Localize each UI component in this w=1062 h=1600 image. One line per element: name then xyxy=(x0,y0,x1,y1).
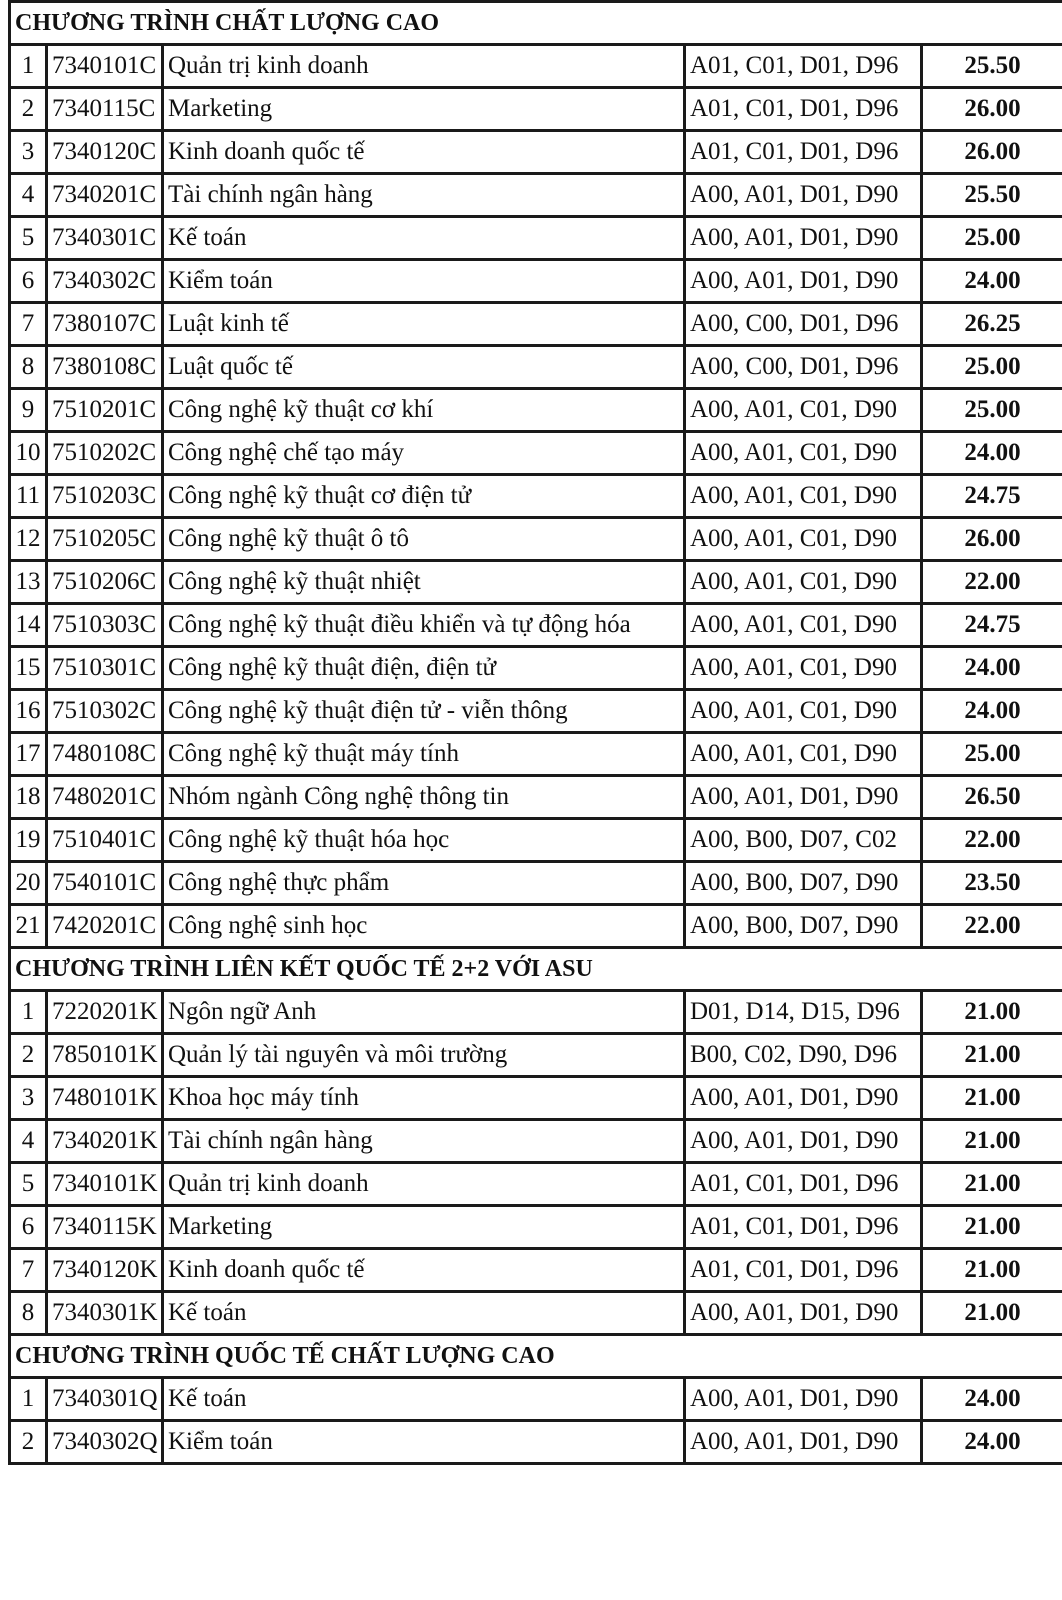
table-row xyxy=(10,303,1062,346)
major-code-cell: 7850101K xyxy=(47,1034,163,1077)
subject-combination-cell: A00, A01, D01, D90 xyxy=(685,776,922,819)
cutoff-score-cell: 24.00 xyxy=(922,690,1062,733)
major-code-cell: 7510206C xyxy=(47,561,163,604)
table-row xyxy=(10,604,1062,647)
major-name-cell: Quản lý tài nguyên và môi trường xyxy=(163,1034,685,1077)
table-row xyxy=(10,733,1062,776)
row-number-cell: 1 xyxy=(10,991,47,1034)
row-number-cell: 1 xyxy=(10,1378,47,1421)
table-row xyxy=(10,1120,1062,1163)
major-code-cell: 7340120K xyxy=(47,1249,163,1292)
major-code-cell: 7510301C xyxy=(47,647,163,690)
major-name-cell: Công nghệ kỹ thuật cơ điện tử xyxy=(163,475,685,518)
major-code-cell: 7340120C xyxy=(47,131,163,174)
major-name-cell: Công nghệ kỹ thuật máy tính xyxy=(163,733,685,776)
row-number-cell: 8 xyxy=(10,346,47,389)
cutoff-score-cell: 24.00 xyxy=(922,260,1062,303)
major-name-cell: Luật kinh tế xyxy=(163,303,685,346)
table-row xyxy=(10,346,1062,389)
row-number-cell: 6 xyxy=(10,260,47,303)
major-name-cell: Kế toán xyxy=(163,217,685,260)
major-name-cell: Công nghệ kỹ thuật hóa học xyxy=(163,819,685,862)
major-name-cell: Quản trị kinh doanh xyxy=(163,45,685,88)
major-code-cell: 7510203C xyxy=(47,475,163,518)
major-code-cell: 7540101C xyxy=(47,862,163,905)
major-name-cell: Công nghệ kỹ thuật ô tô xyxy=(163,518,685,561)
major-name-cell: Marketing xyxy=(163,1206,685,1249)
admission-score-sheet xyxy=(8,0,1062,1465)
major-code-cell: 7340302C xyxy=(47,260,163,303)
major-code-cell: 7340301Q xyxy=(47,1378,163,1421)
cutoff-score-cell: 24.00 xyxy=(922,647,1062,690)
major-name-cell: Kinh doanh quốc tế xyxy=(163,131,685,174)
major-code-cell: 7510303C xyxy=(47,604,163,647)
major-code-cell: 7510202C xyxy=(47,432,163,475)
subject-combination-cell: A00, A01, D01, D90 xyxy=(685,1421,922,1464)
section-title: CHƯƠNG TRÌNH QUỐC TẾ CHẤT LƯỢNG CAO xyxy=(10,1335,1062,1378)
cutoff-score-cell: 25.00 xyxy=(922,346,1062,389)
major-name-cell: Luật quốc tế xyxy=(163,346,685,389)
major-code-cell: 7380108C xyxy=(47,346,163,389)
major-name-cell: Ngôn ngữ Anh xyxy=(163,991,685,1034)
subject-combination-cell: A00, A01, D01, D90 xyxy=(685,1120,922,1163)
row-number-cell: 3 xyxy=(10,131,47,174)
cutoff-score-cell: 24.00 xyxy=(922,1421,1062,1464)
major-code-cell: 7510201C xyxy=(47,389,163,432)
subject-combination-cell: A00, C00, D01, D96 xyxy=(685,346,922,389)
cutoff-score-cell: 22.00 xyxy=(922,561,1062,604)
subject-combination-cell: A00, A01, D01, D90 xyxy=(685,1077,922,1120)
subject-combination-cell: A00, A01, D01, D90 xyxy=(685,1292,922,1335)
table-row xyxy=(10,174,1062,217)
table-row xyxy=(10,45,1062,88)
row-number-cell: 16 xyxy=(10,690,47,733)
row-number-cell: 6 xyxy=(10,1206,47,1249)
table-row xyxy=(10,1378,1062,1421)
subject-combination-cell: A01, C01, D01, D96 xyxy=(685,1249,922,1292)
subject-combination-cell: A00, A01, C01, D90 xyxy=(685,647,922,690)
table-row xyxy=(10,819,1062,862)
major-code-cell: 7340201C xyxy=(47,174,163,217)
subject-combination-cell: D01, D14, D15, D96 xyxy=(685,991,922,1034)
admission-score-table xyxy=(8,0,1062,1465)
subject-combination-cell: A00, B00, D07, D90 xyxy=(685,862,922,905)
major-code-cell: 7340115C xyxy=(47,88,163,131)
subject-combination-cell: A01, C01, D01, D96 xyxy=(685,1206,922,1249)
major-code-cell: 7510205C xyxy=(47,518,163,561)
row-number-cell: 18 xyxy=(10,776,47,819)
row-number-cell: 20 xyxy=(10,862,47,905)
major-code-cell: 7340302Q xyxy=(47,1421,163,1464)
row-number-cell: 1 xyxy=(10,45,47,88)
section-header-row xyxy=(10,1335,1062,1378)
cutoff-score-cell: 24.00 xyxy=(922,1378,1062,1421)
major-code-cell: 7340301C xyxy=(47,217,163,260)
major-code-cell: 7480101K xyxy=(47,1077,163,1120)
major-name-cell: Công nghệ kỹ thuật điện tử - viễn thông xyxy=(163,690,685,733)
table-row xyxy=(10,776,1062,819)
row-number-cell: 4 xyxy=(10,1120,47,1163)
subject-combination-cell: A00, A01, C01, D90 xyxy=(685,518,922,561)
subject-combination-cell: A00, A01, C01, D90 xyxy=(685,604,922,647)
subject-combination-cell: A00, A01, C01, D90 xyxy=(685,733,922,776)
table-row xyxy=(10,991,1062,1034)
row-number-cell: 14 xyxy=(10,604,47,647)
major-name-cell: Công nghệ thực phẩm xyxy=(163,862,685,905)
major-code-cell: 7480108C xyxy=(47,733,163,776)
subject-combination-cell: A00, B00, D07, D90 xyxy=(685,905,922,948)
row-number-cell: 3 xyxy=(10,1077,47,1120)
major-name-cell: Công nghệ sinh học xyxy=(163,905,685,948)
table-row xyxy=(10,905,1062,948)
major-name-cell: Quản trị kinh doanh xyxy=(163,1163,685,1206)
section-title: CHƯƠNG TRÌNH LIÊN KẾT QUỐC TẾ 2+2 VỚI ASU xyxy=(10,948,1062,991)
cutoff-score-cell: 21.00 xyxy=(922,1120,1062,1163)
cutoff-score-cell: 21.00 xyxy=(922,1206,1062,1249)
row-number-cell: 17 xyxy=(10,733,47,776)
subject-combination-cell: A00, A01, C01, D90 xyxy=(685,475,922,518)
row-number-cell: 8 xyxy=(10,1292,47,1335)
cutoff-score-cell: 26.00 xyxy=(922,88,1062,131)
table-row xyxy=(10,1163,1062,1206)
subject-combination-cell: A01, C01, D01, D96 xyxy=(685,45,922,88)
row-number-cell: 21 xyxy=(10,905,47,948)
subject-combination-cell: A01, C01, D01, D96 xyxy=(685,1163,922,1206)
major-name-cell: Kinh doanh quốc tế xyxy=(163,1249,685,1292)
cutoff-score-cell: 23.50 xyxy=(922,862,1062,905)
cutoff-score-cell: 24.00 xyxy=(922,432,1062,475)
subject-combination-cell: A00, A01, D01, D90 xyxy=(685,1378,922,1421)
major-name-cell: Kế toán xyxy=(163,1292,685,1335)
cutoff-score-cell: 21.00 xyxy=(922,1249,1062,1292)
cutoff-score-cell: 21.00 xyxy=(922,1077,1062,1120)
major-name-cell: Công nghệ chế tạo máy xyxy=(163,432,685,475)
subject-combination-cell: A00, A01, C01, D90 xyxy=(685,690,922,733)
major-code-cell: 7340115K xyxy=(47,1206,163,1249)
subject-combination-cell: A00, B00, D07, C02 xyxy=(685,819,922,862)
section-title: CHƯƠNG TRÌNH CHẤT LƯỢNG CAO xyxy=(10,2,1062,45)
table-row xyxy=(10,690,1062,733)
major-name-cell: Kiểm toán xyxy=(163,260,685,303)
major-code-cell: 7340201K xyxy=(47,1120,163,1163)
cutoff-score-cell: 25.00 xyxy=(922,389,1062,432)
table-row xyxy=(10,1421,1062,1464)
table-row xyxy=(10,131,1062,174)
table-row xyxy=(10,561,1062,604)
section-header-row xyxy=(10,948,1062,991)
row-number-cell: 2 xyxy=(10,88,47,131)
cutoff-score-cell: 24.75 xyxy=(922,604,1062,647)
major-name-cell: Tài chính ngân hàng xyxy=(163,174,685,217)
cutoff-score-cell: 26.50 xyxy=(922,776,1062,819)
table-row xyxy=(10,862,1062,905)
row-number-cell: 9 xyxy=(10,389,47,432)
subject-combination-cell: A01, C01, D01, D96 xyxy=(685,88,922,131)
table-row xyxy=(10,647,1062,690)
subject-combination-cell: A00, A01, D01, D90 xyxy=(685,174,922,217)
major-code-cell: 7480201C xyxy=(47,776,163,819)
major-code-cell: 7220201K xyxy=(47,991,163,1034)
cutoff-score-cell: 25.00 xyxy=(922,733,1062,776)
major-name-cell: Kiểm toán xyxy=(163,1421,685,1464)
subject-combination-cell: A00, A01, C01, D90 xyxy=(685,561,922,604)
row-number-cell: 5 xyxy=(10,217,47,260)
subject-combination-cell: A01, C01, D01, D96 xyxy=(685,131,922,174)
table-row xyxy=(10,1292,1062,1335)
major-code-cell: 7420201C xyxy=(47,905,163,948)
cutoff-score-cell: 21.00 xyxy=(922,1292,1062,1335)
table-row xyxy=(10,1206,1062,1249)
row-number-cell: 7 xyxy=(10,303,47,346)
major-code-cell: 7510302C xyxy=(47,690,163,733)
major-name-cell: Công nghệ kỹ thuật nhiệt xyxy=(163,561,685,604)
cutoff-score-cell: 25.50 xyxy=(922,174,1062,217)
cutoff-score-cell: 21.00 xyxy=(922,1034,1062,1077)
row-number-cell: 7 xyxy=(10,1249,47,1292)
major-code-cell: 7510401C xyxy=(47,819,163,862)
row-number-cell: 12 xyxy=(10,518,47,561)
major-name-cell: Nhóm ngành Công nghệ thông tin xyxy=(163,776,685,819)
subject-combination-cell: A00, C00, D01, D96 xyxy=(685,303,922,346)
major-name-cell: Công nghệ kỹ thuật điện, điện tử xyxy=(163,647,685,690)
major-name-cell: Marketing xyxy=(163,88,685,131)
major-name-cell: Công nghệ kỹ thuật điều khiển và tự động hóa xyxy=(163,604,685,647)
row-number-cell: 2 xyxy=(10,1421,47,1464)
cutoff-score-cell: 22.00 xyxy=(922,819,1062,862)
row-number-cell: 19 xyxy=(10,819,47,862)
table-body xyxy=(10,2,1062,1464)
table-row xyxy=(10,518,1062,561)
cutoff-score-cell: 21.00 xyxy=(922,1163,1062,1206)
cutoff-score-cell: 25.00 xyxy=(922,217,1062,260)
subject-combination-cell: A00, A01, D01, D90 xyxy=(685,217,922,260)
cutoff-score-cell: 25.50 xyxy=(922,45,1062,88)
major-name-cell: Tài chính ngân hàng xyxy=(163,1120,685,1163)
major-code-cell: 7340101C xyxy=(47,45,163,88)
cutoff-score-cell: 22.00 xyxy=(922,905,1062,948)
table-row xyxy=(10,432,1062,475)
row-number-cell: 13 xyxy=(10,561,47,604)
table-row xyxy=(10,1249,1062,1292)
row-number-cell: 11 xyxy=(10,475,47,518)
row-number-cell: 4 xyxy=(10,174,47,217)
cutoff-score-cell: 21.00 xyxy=(922,991,1062,1034)
row-number-cell: 15 xyxy=(10,647,47,690)
subject-combination-cell: A00, A01, D01, D90 xyxy=(685,260,922,303)
major-name-cell: Kế toán xyxy=(163,1378,685,1421)
subject-combination-cell: A00, A01, C01, D90 xyxy=(685,432,922,475)
major-name-cell: Công nghệ kỹ thuật cơ khí xyxy=(163,389,685,432)
subject-combination-cell: B00, C02, D90, D96 xyxy=(685,1034,922,1077)
subject-combination-cell: A00, A01, C01, D90 xyxy=(685,389,922,432)
table-row xyxy=(10,1034,1062,1077)
table-row xyxy=(10,260,1062,303)
major-name-cell: Khoa học máy tính xyxy=(163,1077,685,1120)
table-row xyxy=(10,217,1062,260)
table-row xyxy=(10,88,1062,131)
cutoff-score-cell: 26.25 xyxy=(922,303,1062,346)
row-number-cell: 2 xyxy=(10,1034,47,1077)
row-number-cell: 5 xyxy=(10,1163,47,1206)
major-code-cell: 7340301K xyxy=(47,1292,163,1335)
table-row xyxy=(10,1077,1062,1120)
major-code-cell: 7380107C xyxy=(47,303,163,346)
cutoff-score-cell: 26.00 xyxy=(922,131,1062,174)
major-code-cell: 7340101K xyxy=(47,1163,163,1206)
cutoff-score-cell: 26.00 xyxy=(922,518,1062,561)
cutoff-score-cell: 24.75 xyxy=(922,475,1062,518)
row-number-cell: 10 xyxy=(10,432,47,475)
section-header-row xyxy=(10,2,1062,45)
table-row xyxy=(10,475,1062,518)
table-row xyxy=(10,389,1062,432)
